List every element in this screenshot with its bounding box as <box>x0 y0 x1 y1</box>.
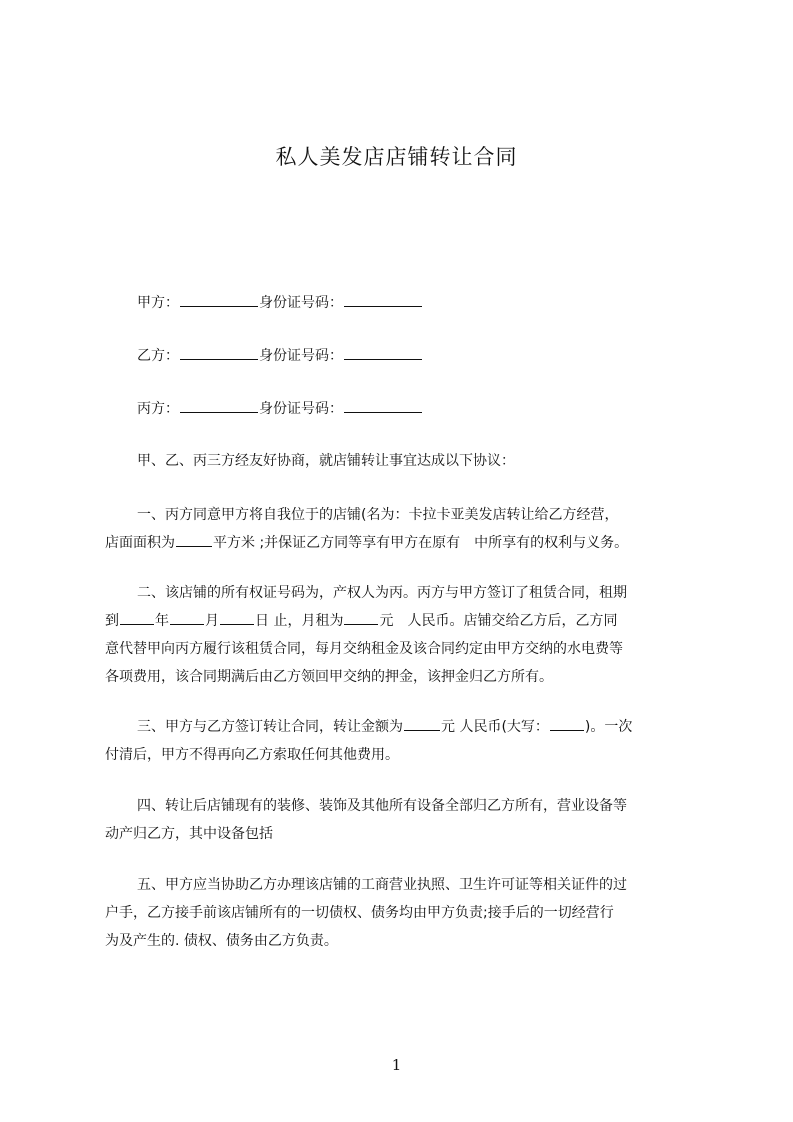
price-blank <box>404 716 440 731</box>
clause-1-text-b: 平方米 ;并保证乙方同等享有甲方在原有 中所享有的权利与义务。 <box>213 535 629 551</box>
party-c-name-blank <box>180 398 258 413</box>
party-a-name-blank <box>180 292 258 307</box>
intro-paragraph: 甲、乙、丙三方经友好协商，就店铺转让事宜达成以下协议： <box>137 453 515 469</box>
clause-2-text-d: 日 止，月租为 <box>255 613 344 629</box>
clause-2-line-2 <box>105 607 701 635</box>
party-a-id-blank <box>344 292 422 307</box>
clause-5-line-1: 五、甲方应当协助乙方办理该店铺的工商营业执照、卫生许可证等相关证件的过 <box>137 877 627 893</box>
party-a-label: 甲方： <box>137 295 179 311</box>
clause-5 <box>105 871 701 955</box>
clause-2-text-c: 月 <box>205 613 219 629</box>
party-b-id-blank <box>344 345 422 360</box>
clause-3-text-b: 元 人民币(大写： <box>441 719 549 735</box>
party-b-name-blank <box>180 345 258 360</box>
clause-4 <box>105 792 701 848</box>
rent-blank <box>344 610 378 625</box>
clause-2-text-e: 元 人民币。店铺交给乙方后，乙方同 <box>379 613 618 629</box>
clause-2 <box>105 579 701 691</box>
day-blank <box>220 610 254 625</box>
month-blank <box>170 610 204 625</box>
party-c-id-blank <box>344 398 422 413</box>
clause-1-text-a: 店面面积为 <box>105 535 175 551</box>
price-words-blank <box>550 716 584 731</box>
party-a-line <box>137 292 423 313</box>
clause-2-text-a: 到 <box>105 613 119 629</box>
clause-5-line-2: 户手，乙方接手前该店铺所有的一切债权、债务均由甲方负责;接手后的一切经营行 <box>105 905 614 921</box>
party-b-id-label: 身份证号码： <box>259 348 343 364</box>
clause-3-line-1 <box>105 713 701 741</box>
clause-3-line-2: 付清后，甲方不得再向乙方索取任何其他费用。 <box>105 747 399 763</box>
contract-title: 私人美发店店铺转让合同 <box>275 145 518 169</box>
clause-3-text-a: 三、甲方与乙方签订转让合同，转让金额为 <box>137 719 403 735</box>
area-blank <box>176 532 212 547</box>
party-b-line <box>137 345 423 366</box>
clause-4-line-1: 四、转让后店铺现有的装修、装饰及其他所有设备全部归乙方所有，营业设备等 <box>137 798 627 814</box>
clause-5-line-3: 为及产生的. 债权、债务由乙方负责。 <box>105 933 338 949</box>
clause-1-line-2 <box>105 529 701 557</box>
clause-3-text-c: )。一次 <box>584 719 633 735</box>
clause-2-line-1: 二、该店铺的所有权证号码为，产权人为丙。丙方与甲方签订了租赁合同，租期 <box>137 585 627 601</box>
clause-1 <box>105 501 701 557</box>
clause-1-line-1: 一、丙方同意甲方将自我位于的店铺(名为：卡拉卡亚美发店转让给乙方经营， <box>137 507 619 523</box>
party-c-line <box>137 398 423 419</box>
clause-4-line-2: 动产归乙方，其中设备包括 <box>105 826 273 842</box>
clause-2-line-4: 各项费用，该合同期满后由乙方领回甲交纳的押金，该押金归乙方所有。 <box>105 669 553 685</box>
clause-2-line-3: 意代替甲向丙方履行该租赁合同，每月交纳租金及该合同约定由甲方交纳的水电费等 <box>105 641 623 657</box>
year-blank <box>120 610 154 625</box>
party-b-label: 乙方： <box>137 348 179 364</box>
clause-3 <box>105 713 701 769</box>
page-number: 1 <box>391 1056 402 1074</box>
clause-2-text-b: 年 <box>155 613 169 629</box>
party-a-id-label: 身份证号码： <box>259 295 343 311</box>
party-c-id-label: 身份证号码： <box>259 401 343 417</box>
party-c-label: 丙方： <box>137 401 179 417</box>
